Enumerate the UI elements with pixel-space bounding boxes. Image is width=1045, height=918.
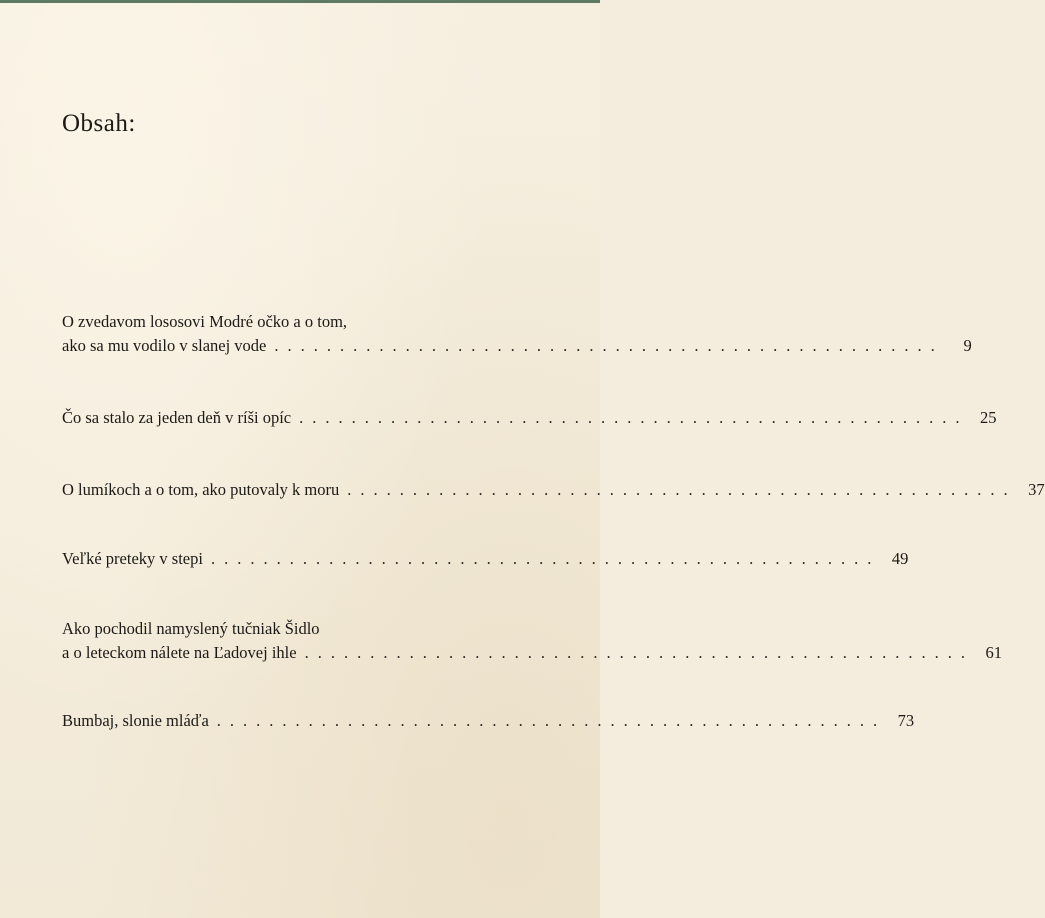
toc-entry-title-line: a o leteckom nálete na Ľadovej ihle [62, 643, 297, 662]
toc-entry-title-line: Veľké preteky v stepi [62, 549, 203, 568]
toc-entry-title-line: O zvedavom lososovi Modré očko a o tom, [62, 312, 348, 331]
toc-page-number: 73 [897, 711, 915, 730]
toc-entry[interactable] [62, 547, 909, 571]
page-top-edge [0, 0, 600, 3]
toc-page-number: 37 [1028, 480, 1045, 499]
toc-entry[interactable] [62, 310, 972, 358]
toc-entry-title-line: ako sa mu vodilo v slanej vode [62, 336, 267, 355]
toc-entry[interactable] [62, 709, 915, 733]
toc-page-number: 25 [979, 408, 997, 427]
toc-entry-title-line: Ako pochodil namyslený tučniak Šidlo [62, 619, 320, 638]
dot-leader: ................................................... [216, 711, 887, 730]
dot-leader: ................................................... [210, 549, 881, 568]
dot-leader: ................................................... [274, 336, 944, 355]
toc-entry-title-line: Čo sa stalo za jeden deň v ríši opíc [62, 408, 292, 427]
toc-page-number: 9 [963, 336, 972, 355]
toc-title: Obsah: [62, 110, 136, 137]
dot-leader: ................................................... [304, 643, 974, 662]
toc-page-number: 61 [985, 643, 1002, 662]
toc-entry-title-line: O lumíkoch a o tom, ako putovaly k moru [62, 480, 340, 499]
dot-leader: ................................................... [299, 408, 969, 427]
dot-leader: ................................................... [347, 480, 1017, 499]
toc-entry[interactable] [62, 617, 1002, 665]
toc-entry-title-line: Bumbaj, slonie mláďa [62, 711, 209, 730]
toc-page-number: 49 [891, 549, 909, 568]
toc-entry[interactable] [62, 406, 997, 430]
toc-entry[interactable] [62, 478, 1045, 502]
